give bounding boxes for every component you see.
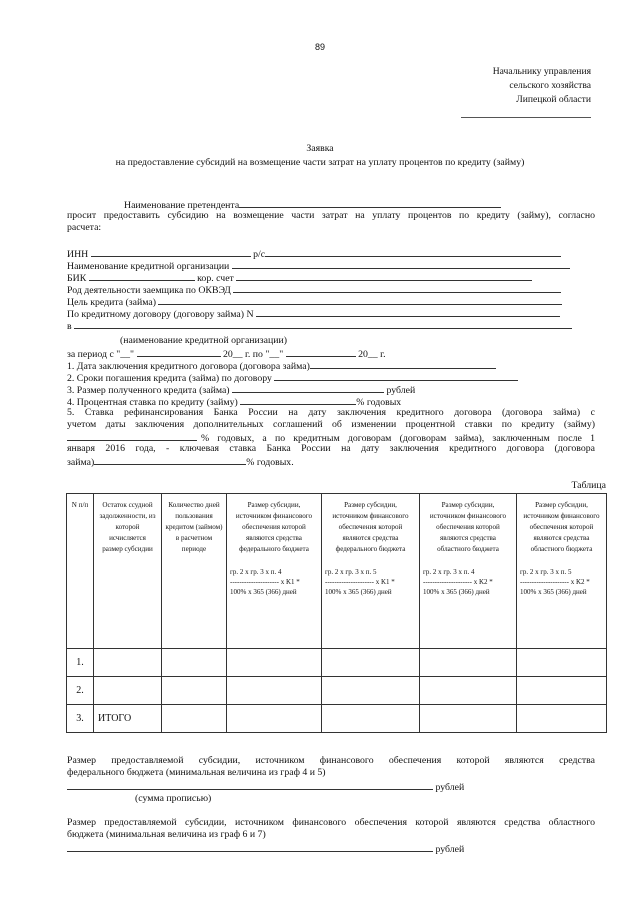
table-cell[interactable] <box>162 705 227 733</box>
formula-4: гр. 2 x гр. 3 x п. 5 --------------------- x K2 * 100% x 365 (366) дней <box>520 568 590 596</box>
table-cell[interactable] <box>517 677 607 705</box>
kor-field[interactable] <box>236 271 532 281</box>
table-header-row <box>67 494 607 649</box>
item-4-field[interactable] <box>240 395 356 405</box>
purpose-field[interactable] <box>158 295 562 305</box>
item-4-label: 4. Процентная ставка по кредиту (займу) <box>67 397 238 408</box>
request-text-line-1: просит предоставить субсидию на возмещение части затрат на уплату процентов по кредиту (займу), согласно <box>67 210 595 221</box>
table-cell[interactable] <box>517 705 607 733</box>
in-label: в <box>67 321 72 332</box>
fed-subsidy-unit: рублей <box>435 782 465 793</box>
item-5-line-2: учетом даты заключения дополнительных соглашений об изменении процентной ставки по кредиту (займу) <box>67 419 595 430</box>
table-total-row <box>67 705 607 733</box>
table-cell[interactable] <box>162 649 227 677</box>
table-cell[interactable] <box>227 649 322 677</box>
reg-subsidy-text-line-1: Размер предоставляемой субсидии, источником финансового обеспечения которой являются средства областного <box>67 817 595 828</box>
addressee-line-3: Липецкой области <box>516 94 591 105</box>
period-to-label: 20__ г. по "__" <box>222 349 284 360</box>
item-5-line-4: января 2016 года, - ключевая ставка Банка России на дату заключения кредитного договора (договора <box>67 443 595 454</box>
item-4-unit: % годовых <box>356 397 402 408</box>
bik-label: БИК <box>67 273 87 284</box>
request-text-line-2: расчета: <box>67 222 102 233</box>
rs-field[interactable] <box>265 247 561 257</box>
item-5-line-5-suffix: % годовых. <box>246 457 294 468</box>
header-fed-subsidy-2: Размер субсидии, источником финансового обеспечения которой являются средства федерального бюджета гр. 2 x гр. 3 x п. 5 --------------------- x K1 * 100% x 365 (366) дней <box>322 494 420 649</box>
header-reg-subsidy-1: Размер субсидии, источником финансового обеспечения которой являются средства областного бюджета гр. 2 x гр. 3 x п. 4 --------------------- x K2 * 100% x 365 (366) дней <box>420 494 517 649</box>
document-subtitle: на предоставление субсидий на возмещение части затрат на уплату процентов по кредиту (займу) <box>115 157 525 168</box>
inn-field[interactable] <box>91 247 251 257</box>
subsidy-table <box>66 493 607 733</box>
table-cell[interactable] <box>322 649 420 677</box>
item-1-field[interactable] <box>310 359 496 369</box>
applicant-name-field[interactable] <box>239 198 501 208</box>
period-to-field[interactable] <box>286 347 356 357</box>
item-5-rate-field[interactable] <box>67 431 197 441</box>
table-cell[interactable] <box>322 705 420 733</box>
addressee-line-1: Начальнику управления <box>492 66 591 77</box>
amount-in-words-caption: (сумма прописью) <box>135 793 212 804</box>
contract-label: По кредитному договору (договору займа) N <box>67 309 254 320</box>
addressee-line-2: сельского хозяйства <box>509 80 591 91</box>
row-number: 1. <box>67 649 94 677</box>
total-label: ИТОГО <box>94 705 162 733</box>
table-cell[interactable] <box>517 649 607 677</box>
kor-label: кор. счет <box>197 273 234 284</box>
formula-3: гр. 2 x гр. 3 x п. 4 --------------------- x K2 * 100% x 365 (366) дней <box>423 568 493 596</box>
okved-field[interactable] <box>233 283 561 293</box>
reg-subsidy-text-line-2: бюджета (минимальная величина из граф 6 и 7) <box>67 829 266 840</box>
table-row <box>67 649 607 677</box>
item-3-unit: рублей <box>386 385 416 396</box>
period-from-label: за период с "__" <box>67 349 135 360</box>
header-number: N п/п <box>67 494 94 649</box>
item-5-key-rate-field[interactable] <box>94 455 246 465</box>
item-2-label: 2. Сроки погашения кредита (займа) по договору <box>67 373 272 384</box>
item-3-label: 3. Размер полученного кредита (займа) <box>67 385 230 396</box>
formula-1: гр. 2 x гр. 3 x п. 4 --------------------- x K1 * 100% x 365 (366) дней <box>230 568 300 596</box>
item-1-label: 1. Дата заключения кредитного договора (договора займа) <box>67 361 310 372</box>
contract-field[interactable] <box>256 307 560 317</box>
table-cell[interactable] <box>94 649 162 677</box>
table-cell[interactable] <box>227 677 322 705</box>
period-from-field[interactable] <box>137 347 221 357</box>
page-number: 89 <box>314 42 325 52</box>
fed-subsidy-text-line-1: Размер предоставляемой субсидии, источником финансового обеспечения которой являются средства <box>67 755 595 766</box>
item-2-field[interactable] <box>274 371 518 381</box>
table-cell[interactable] <box>162 677 227 705</box>
table-cell[interactable] <box>94 677 162 705</box>
item-5-line-5-prefix: займа) <box>67 457 95 468</box>
header-reg-subsidy-2: Размер субсидии, источником финансового обеспечения которой являются средства областного бюджета гр. 2 x гр. 3 x п. 5 --------------------- x K2 * 100% x 365 (366) дней <box>517 494 607 649</box>
table-cell[interactable] <box>420 677 517 705</box>
table-row <box>67 677 607 705</box>
purpose-label: Цель кредита (займа) <box>67 297 156 308</box>
table-cell[interactable] <box>420 649 517 677</box>
header-fed-subsidy-1: Размер субсидии, источником финансового обеспечения которой являются средства федерального бюджета гр. 2 x гр. 3 x п. 4 --------------------- x K1 * 100% x 365 (366) дней <box>227 494 322 649</box>
document-title: Заявка <box>306 143 334 154</box>
reg-subsidy-unit: рублей <box>435 844 465 855</box>
credit-org-caption: (наименование кредитной организации) <box>120 335 287 346</box>
row-number: 2. <box>67 677 94 705</box>
fed-subsidy-text-line-2: федерального бюджета (минимальная величина из граф 4 и 5) <box>67 767 326 778</box>
table-cell[interactable] <box>322 677 420 705</box>
table-cell[interactable] <box>227 705 322 733</box>
okved-label: Род деятельности заемщика по ОКВЭД <box>67 285 231 296</box>
header-days: Количество дней пользования кредитом (займом) в расчетном периоде <box>162 494 227 649</box>
applicant-label: Наименование претендента <box>124 200 240 211</box>
rs-label: р/с <box>253 249 266 260</box>
period-end-label: 20__ г. <box>358 349 386 360</box>
credit-org-name-field[interactable] <box>74 319 572 329</box>
fed-subsidy-amount-field[interactable] <box>67 780 433 790</box>
bik-field[interactable] <box>89 271 195 281</box>
item-5-line-3: % годовых, а по кредитным договорам (договорам займа), заключенным после 1 <box>201 433 595 444</box>
header-balance: Остаток ссудной задолженности, из которой исчисляется размер субсидии <box>94 494 162 649</box>
table-label: Таблица <box>571 480 606 491</box>
credit-org-label: Наименование кредитной организации <box>67 261 230 272</box>
reg-subsidy-amount-field[interactable] <box>67 842 433 852</box>
addressee-signature-line <box>461 117 591 118</box>
item-3-field[interactable] <box>232 383 384 393</box>
item-5-line-1: 5. Ставка рефинансирования Банка России на дату заключения кредитного договора (договора займа) с <box>67 407 595 418</box>
table-cell[interactable] <box>420 705 517 733</box>
inn-label: ИНН <box>67 249 89 260</box>
row-number: 3. <box>67 705 94 733</box>
credit-org-field[interactable] <box>232 259 570 269</box>
formula-2: гр. 2 x гр. 3 x п. 5 --------------------- x K1 * 100% x 365 (366) дней <box>325 568 395 596</box>
